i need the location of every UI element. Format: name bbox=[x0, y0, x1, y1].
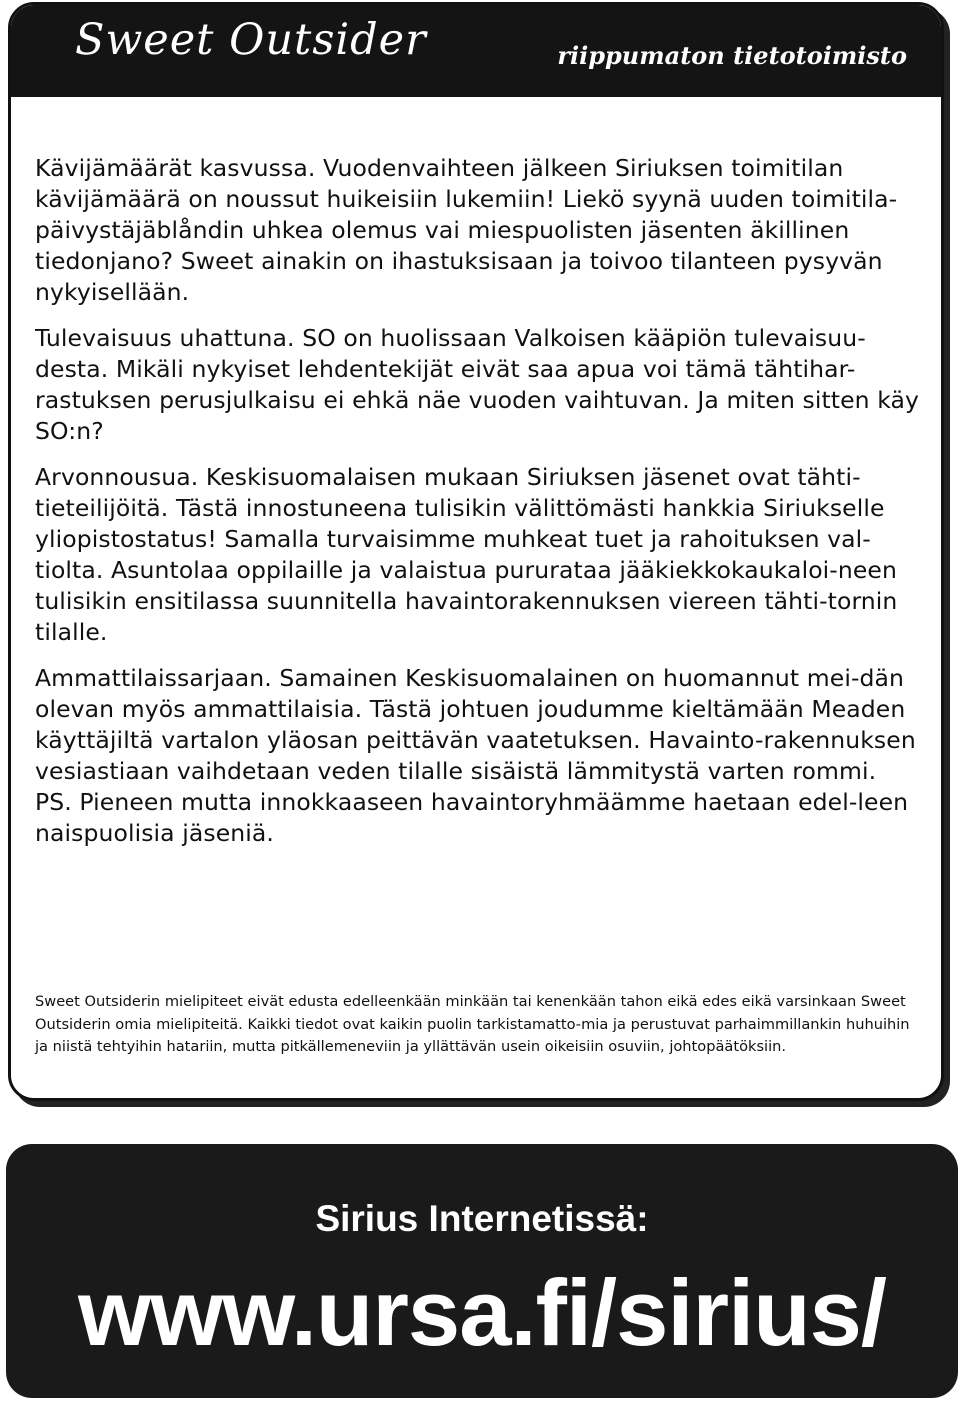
url-banner bbox=[6, 1144, 958, 1398]
masthead-title: Sweet Outsider bbox=[75, 15, 427, 65]
banner-url[interactable]: www.ursa.fi/sirius/ bbox=[77, 1260, 887, 1365]
masthead bbox=[11, 5, 941, 97]
paragraph-professionals: Ammattilaissarjaan. Samainen Keskisuomalainen on huomannut mei-dän olevan myös ammattilaisia. Tästä johtuen joudumme kieltämään Meaden käyttäjiltä vartalon yläosan peittävän vaatetuksen. Havainto-rakennuksen vesiastiaan vaihdetaan veden tilalle sisäistä lämmitystä varten rommi. bbox=[35, 664, 916, 785]
news-box bbox=[8, 2, 944, 1101]
article-body bbox=[35, 153, 923, 864]
disclaimer: Sweet Outsiderin mielipiteet eivät edusta edelleenkään minkään tai kenenkään tahon eikä edes eikä varsinkaan Sweet Outsiderin omia mielipiteitä. Kaikki tiedot ovat kaikin puolin tarkistamatto-mia ja perustuvat parhaimmillankin huhuihin ja niistä tehtyihin hatariin, mutta pitkällemeneviin ja yllättävän usein oikeisiin osuviin, johtopäätöksiin. bbox=[35, 993, 910, 1055]
paragraph-visitors: Kävijämäärät kasvussa. Vuodenvaihteen jälkeen Siriuksen toimitilan kävijämäärä on noussut huikeisiin lukemiin! Liekö syynä uuden toimitila-päivystäjäblåndin uhkea olemus vai miespuolisten jäsenten äkillinen tiedonjano? Sweet ainakin on ihastuksisaan ja toivoo tilanteen pysyvän nykyisellään. bbox=[35, 154, 898, 306]
paragraph-value: Arvonnousua. Keskisuomalaisen mukaan Siriuksen jäsenet ovat tähti-tieteilijöitä. Tästä innostuneena tulisikin välittömästi hankkia Siriukselle yliopistostatus! Samalla turvaisimme muhkeat tuet ja rahoituksen val-tiolta. Asuntolaa oppilaille ja valaistua pururataa jääkiekkokaukaloi-neen tulisikin ensitilassa suunnitella havaintorakennuksen viereen tähti-tornin tilalle. bbox=[35, 463, 898, 646]
paragraph-ps: PS. Pieneen mutta innokkaaseen havaintoryhmäämme haetaan edel-leen naispuolisia jäseniä. bbox=[35, 788, 909, 847]
masthead-tagline: riippumaton tietotoimisto bbox=[557, 41, 907, 70]
paragraph-future: Tulevaisuus uhattuna. SO on huolissaan Valkoisen kääpiön tulevaisuu-desta. Mikäli nykyiset lehdentekijät eivät saa apua voi tämä tähtihar-rastuksen perusjulkaisu ei ehkä näe vuoden vaihtuvan. Ja miten sitten käy SO:n? bbox=[35, 324, 920, 445]
banner-heading: Sirius Internetissä: bbox=[315, 1198, 649, 1239]
